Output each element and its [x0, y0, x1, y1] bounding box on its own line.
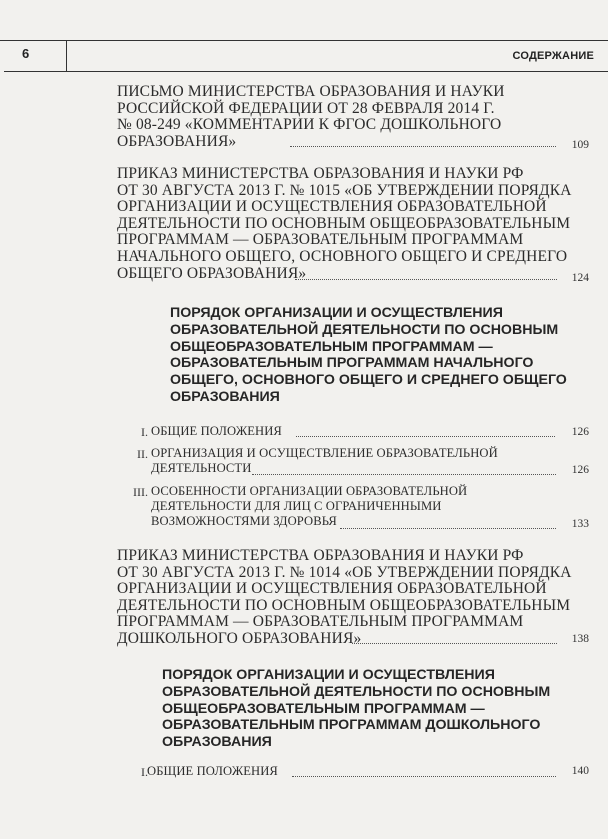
toc-entry-3-section-1-num: I.	[141, 765, 148, 779]
header-rule	[0, 40, 608, 41]
toc-entry-2-section-3-page: 133	[571, 518, 589, 530]
toc-entry-1-leader	[290, 146, 556, 147]
toc-entry-2-section-2-leader	[252, 474, 556, 475]
toc-entry-3-section-1-leader	[292, 776, 556, 777]
page-number: 6	[22, 46, 30, 61]
toc-entry-3-page: 138	[571, 633, 589, 645]
toc-entry-2-section-3-title: ОСОБЕННОСТИ ОРГАНИЗАЦИИ ОБРАЗОВАТЕЛЬНОЙ ДЕЯТЕЛЬНОСТИ ДЛЯ ЛИЦ С ОГРАНИЧЕННЫМИ ВОЗМОЖНОСТЯМИ ЗДОРОВЬЯ	[151, 484, 468, 528]
toc-entry-3-title: ПРИКАЗ МИНИСТЕРСТВА ОБРАЗОВАНИЯ И НАУКИ РФ ОТ 30 АВГУСТА 2013 Г. № 1014 «ОБ УТВЕРЖДЕНИИ ПОРЯДКА ОРГАНИЗАЦИИ И ОСУЩЕСТВЛЕНИЯ ОБРАЗОВАТЕЛЬНОЙ ДЕЯТЕЛЬНОСТИ ПО ОСНОВНЫМ ОБЩЕОБРАЗОВАТЕЛЬНЫМ ПРОГРАММАМ — ОБРАЗОВАТЕЛЬНЫМ ПРОГРАММАМ ДОШКОЛЬНОГО ОБРАЗОВАНИЯ»	[117, 547, 572, 647]
toc-entry-1-page: 109	[571, 139, 589, 151]
toc-entry-3-leader	[352, 643, 557, 644]
toc-entry-2-section-3-num: III.	[133, 485, 148, 499]
toc-entry-2-section-1-leader	[296, 436, 555, 437]
toc-entry-1-title: ПИСЬМО МИНИСТЕРСТВА ОБРАЗОВАНИЯ И НАУКИ РОССИЙСКОЙ ФЕДЕРАЦИИ ОТ 28 ФЕВРАЛЯ 2014 Г. № 08-249 «КОММЕНТАРИИ К ФГОС ДОШКОЛЬНОГО ОБРАЗОВАНИЯ»	[117, 83, 505, 150]
toc-entry-2-subheading: ПОРЯДОК ОРГАНИЗАЦИИ И ОСУЩЕСТВЛЕНИЯ ОБРАЗОВАТЕЛЬНОЙ ДЕЯТЕЛЬНОСТИ ПО ОСНОВНЫМ ОБЩЕОБРАЗОВАТЕЛЬНЫМ ПРОГРАММАМ — ОБРАЗОВАТЕЛЬНЫМ ПРОГРАММАМ НАЧАЛЬНОГО ОБЩЕГО, ОСНОВНОГО ОБЩЕГО И СРЕДНЕГО ОБЩЕГО ОБРАЗОВАНИЯ	[170, 305, 567, 405]
toc-entry-2-leader	[295, 279, 557, 280]
toc-entry-2-title: ПРИКАЗ МИНИСТЕРСТВА ОБРАЗОВАНИЯ И НАУКИ РФ ОТ 30 АВГУСТА 2013 Г. № 1015 «ОБ УТВЕРЖДЕНИИ ПОРЯДКА ОРГАНИЗАЦИИ И ОСУЩЕСТВЛЕНИЯ ОБРАЗОВАТЕЛЬНОЙ ДЕЯТЕЛЬНОСТИ ПО ОСНОВНЫМ ОБЩЕОБРАЗОВАТЕЛЬНЫМ ПРОГРАММАМ — ОБРАЗОВАТЕЛЬНЫМ ПРОГРАММАМ НАЧАЛЬНОГО ОБЩЕГО, ОСНОВНОГО ОБЩЕГО И СРЕДНЕГО ОБЩЕГО ОБРАЗОВАНИЯ»	[117, 165, 572, 282]
header-underline	[66, 71, 608, 72]
toc-entry-2-section-3-leader	[340, 528, 556, 529]
toc-entry-3-section-1-title: ОБЩИЕ ПОЛОЖЕНИЯ	[147, 764, 278, 778]
toc-entry-2-section-1-page: 126	[571, 426, 589, 438]
toc-entry-2-section-2-page: 126	[571, 464, 589, 476]
toc-entry-2-page: 124	[571, 272, 589, 284]
toc-entry-2-section-2-num: II.	[137, 447, 148, 461]
toc-entry-3-section-1-page: 140	[571, 765, 589, 777]
page-number-box	[4, 40, 67, 72]
toc-entry-2-section-1-num: I.	[141, 425, 148, 439]
section-title: СОДЕРЖАНИЕ	[512, 50, 594, 62]
toc-entry-3-subheading: ПОРЯДОК ОРГАНИЗАЦИИ И ОСУЩЕСТВЛЕНИЯ ОБРАЗОВАТЕЛЬНОЙ ДЕЯТЕЛЬНОСТИ ПО ОСНОВНЫМ ОБЩЕОБРАЗОВАТЕЛЬНЫМ ПРОГРАММАМ — ОБРАЗОВАТЕЛЬНЫМ ПРОГРАММАМ ДОШКОЛЬНОГО ОБРАЗОВАНИЯ	[162, 667, 551, 751]
toc-entry-2-section-1-title: ОБЩИЕ ПОЛОЖЕНИЯ	[151, 424, 282, 438]
toc-entry-2-section-2-title: ОРГАНИЗАЦИЯ И ОСУЩЕСТВЛЕНИЕ ОБРАЗОВАТЕЛЬНОЙ ДЕЯТЕЛЬНОСТИ	[151, 446, 498, 475]
